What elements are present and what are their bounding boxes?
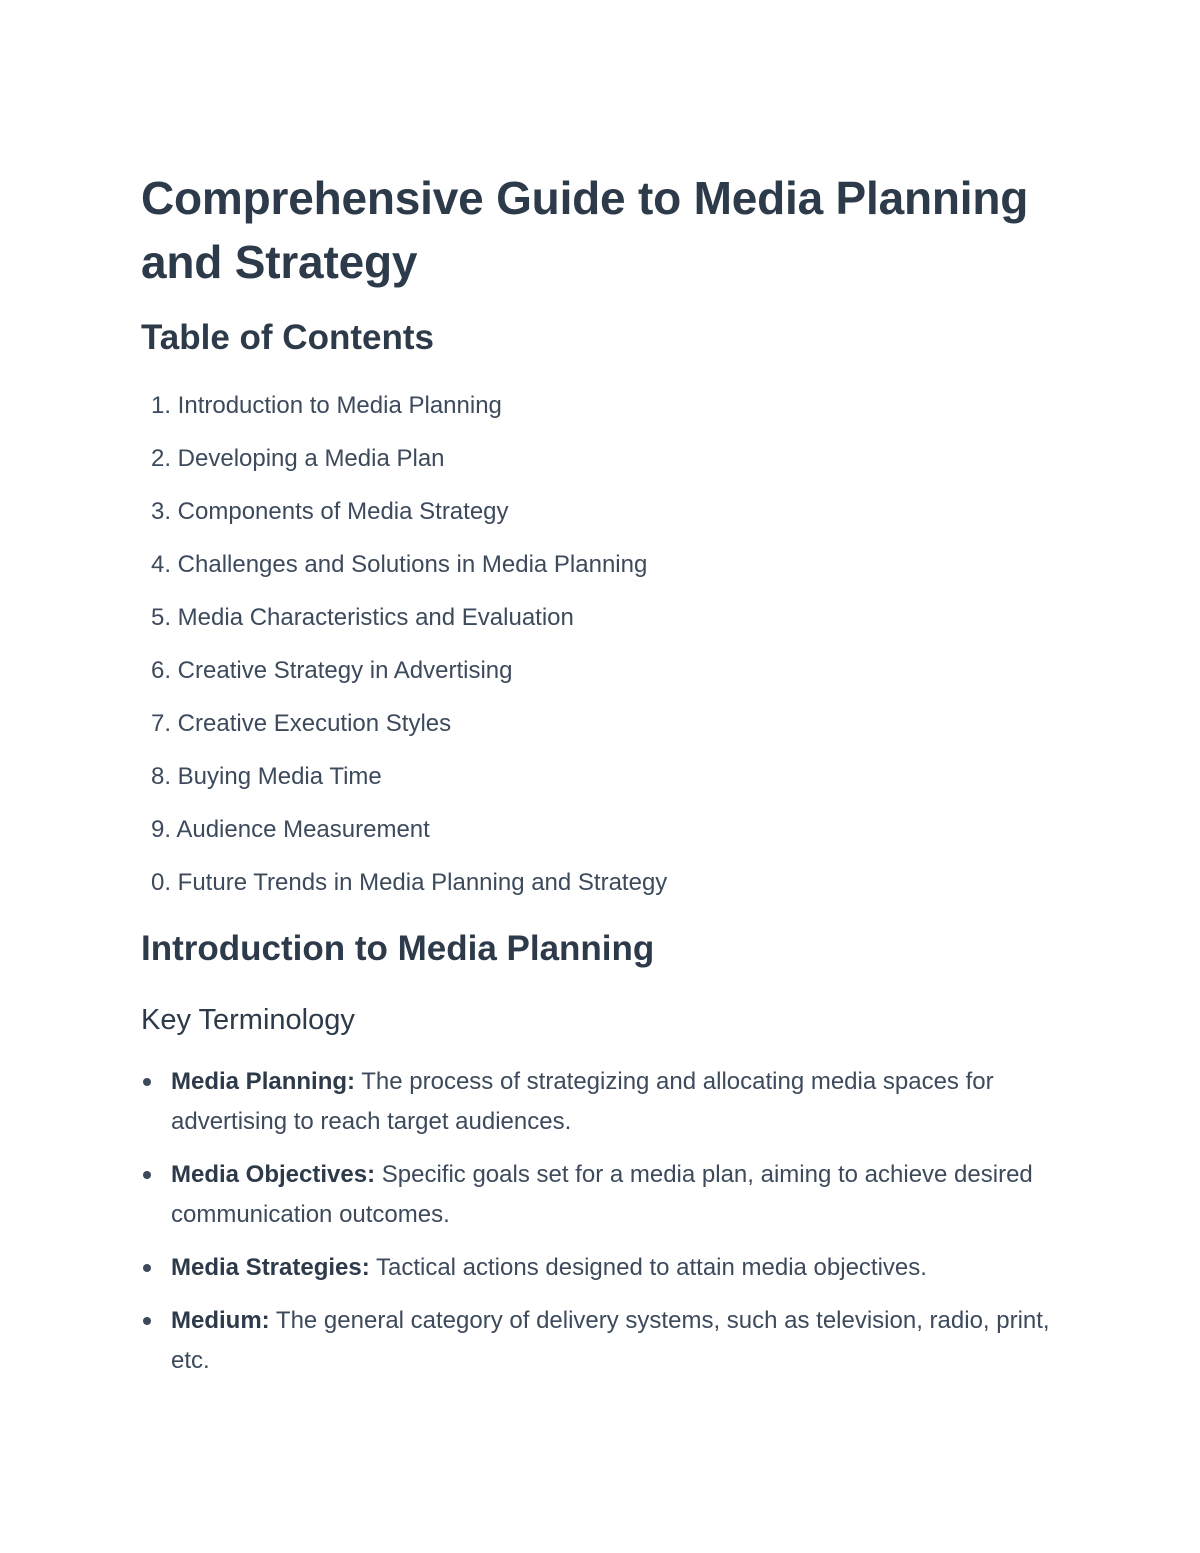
toc-item (141, 706, 667, 759)
bullet-icon (143, 1264, 151, 1272)
toc-item-number: 6. (150, 657, 171, 684)
list-item (141, 1155, 1071, 1235)
toc-item-number: 5. (150, 604, 171, 631)
toc-item-number: 9. (150, 816, 171, 843)
toc-item-label: Developing a Media Plan (177, 445, 445, 472)
toc-heading: Table of Contents (141, 318, 434, 357)
section-heading: Introduction to Media Planning (141, 929, 655, 968)
bullet-icon (143, 1171, 151, 1179)
subsection-heading: Key Terminology (141, 1004, 355, 1036)
term-name: Media Planning: (171, 1068, 356, 1095)
toc-item (141, 812, 667, 865)
toc-item-label: Buying Media Time (177, 763, 382, 790)
toc-list (141, 388, 667, 918)
list-item (141, 1248, 1071, 1288)
toc-item (141, 600, 667, 653)
toc-item (141, 388, 667, 441)
toc-item (141, 759, 667, 812)
list-item (141, 1062, 1071, 1142)
toc-item-number: 1. (150, 392, 171, 419)
term-definition: Tactical actions designed to attain media objectives. (369, 1254, 927, 1281)
term-definition: The general category of delivery systems, such as television, radio, print, etc. (171, 1307, 1050, 1374)
toc-item-label: Creative Execution Styles (177, 710, 452, 737)
term-name: Media Objectives: (171, 1161, 376, 1188)
toc-item (141, 865, 667, 918)
terminology-list (141, 1062, 1071, 1394)
term-name: Medium: (171, 1307, 270, 1334)
toc-item (141, 441, 667, 494)
toc-item (141, 547, 667, 600)
toc-item-label: Creative Strategy in Advertising (177, 657, 513, 684)
toc-item (141, 653, 667, 706)
term-definition: Specific goals set for a media plan, aiming to achieve desired communication outcomes. (171, 1161, 1033, 1228)
toc-item-label: Challenges and Solutions in Media Planning (177, 551, 648, 578)
toc-item-number: 2. (150, 445, 171, 472)
toc-item-label: Future Trends in Media Planning and Strategy (177, 869, 668, 896)
toc-item-label: Audience Measurement (176, 816, 430, 843)
toc-item-label: Components of Media Strategy (177, 498, 509, 525)
toc-item-label: Introduction to Media Planning (177, 392, 502, 419)
toc-item-number: 4. (150, 551, 171, 578)
toc-item (141, 494, 667, 547)
toc-item-number: 3. (150, 498, 171, 525)
toc-item-number: 8. (150, 763, 171, 790)
bullet-icon (143, 1078, 151, 1086)
toc-item-label: Media Characteristics and Evaluation (177, 604, 574, 631)
term-name: Media Strategies: (171, 1254, 370, 1281)
document-title: Comprehensive Guide to Media Planning and Strategy (141, 172, 1029, 288)
bullet-icon (143, 1317, 151, 1325)
toc-item-number: 0. (150, 869, 171, 896)
toc-item-number: 7. (150, 710, 171, 737)
list-item (141, 1301, 1071, 1381)
term-definition: The process of strategizing and allocating media spaces for advertising to reach target audiences. (171, 1068, 994, 1135)
